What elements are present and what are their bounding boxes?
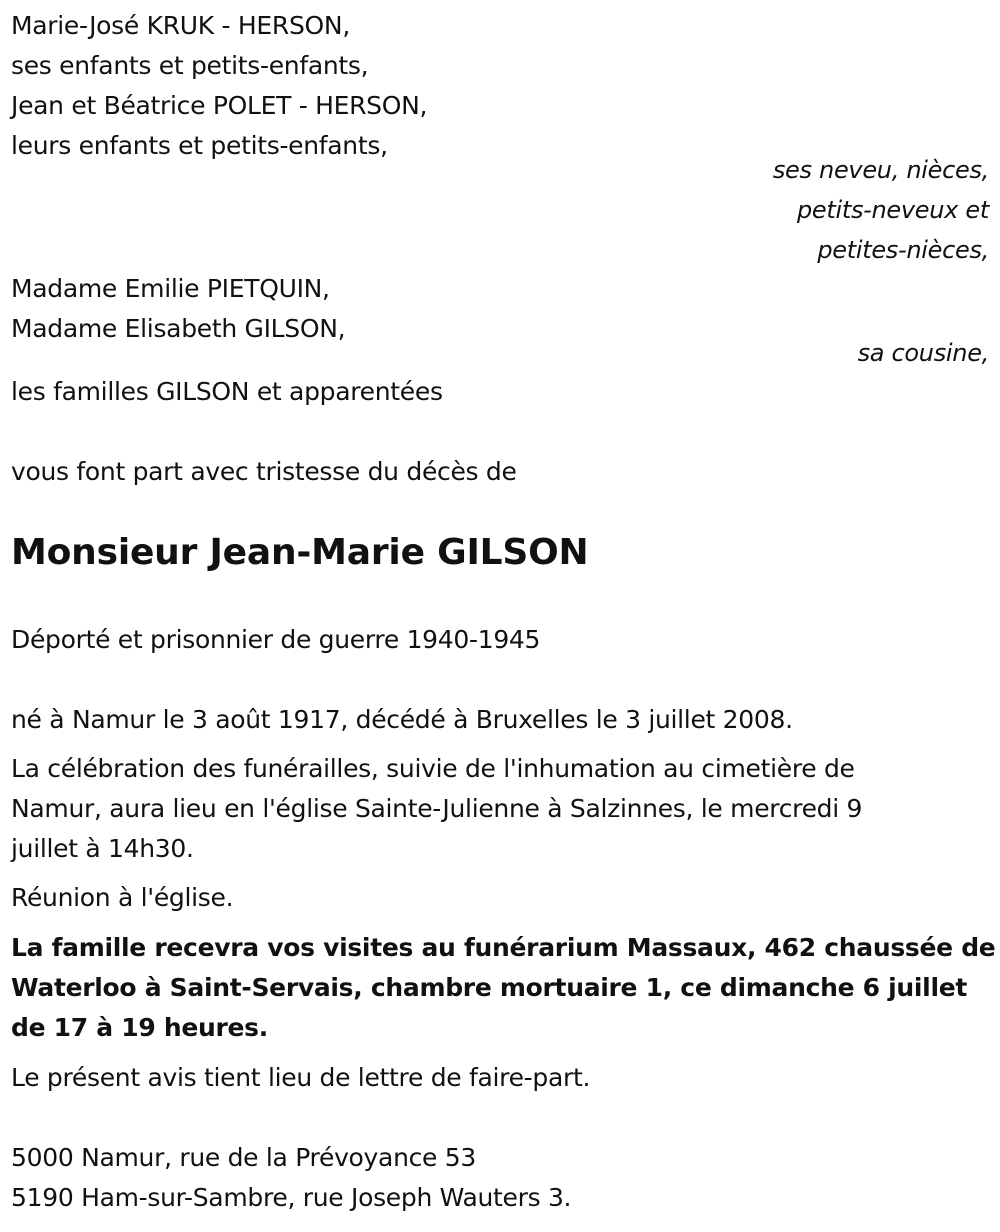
- announcement-intro: vous font part avec tristesse du décès de: [11, 457, 517, 486]
- sender-line-4: leurs enfants et petits-enfants,: [11, 131, 388, 160]
- ceremony-line-3: juillet à 14h30.: [11, 834, 194, 863]
- relation-nephews-line-2: petits-neveux et: [796, 196, 989, 224]
- sender-line-5: Madame Emilie PIETQUIN,: [11, 274, 330, 303]
- address-line-1: 5000 Namur, rue de la Prévoyance 53: [11, 1143, 477, 1172]
- birth-death-line: né à Namur le 3 août 1917, décédé à Bruxelles le 3 juillet 2008.: [11, 705, 793, 734]
- sender-line-6: Madame Elisabeth GILSON,: [11, 314, 346, 343]
- relation-cousin: sa cousine,: [857, 339, 989, 367]
- sender-line-2: ses enfants et petits-enfants,: [11, 51, 369, 80]
- notice-line: Le présent avis tient lieu de lettre de faire-part.: [11, 1063, 591, 1092]
- visits-line-2: Waterloo à Saint-Servais, chambre mortuaire 1, ce dimanche 6 juillet: [11, 973, 968, 1002]
- deceased-name: Monsieur Jean-Marie GILSON: [11, 532, 589, 573]
- visits-line-3: de 17 à 19 heures.: [11, 1013, 268, 1042]
- relation-nephews-line-3: petites-nièces,: [817, 236, 989, 264]
- deceased-title: Déporté et prisonnier de guerre 1940-1945: [11, 625, 541, 654]
- sender-line-7: les familles GILSON et apparentées: [11, 377, 443, 406]
- ceremony-line-1: La célébration des funérailles, suivie de l'inhumation au cimetière de: [11, 754, 855, 783]
- sender-line-3: Jean et Béatrice POLET - HERSON,: [11, 91, 428, 120]
- relation-nephews-line-1: ses neveu, nièces,: [772, 156, 989, 184]
- sender-line-1: Marie-José KRUK - HERSON,: [11, 11, 350, 40]
- ceremony-line-2: Namur, aura lieu en l'église Sainte-Julienne à Salzinnes, le mercredi 9: [11, 794, 863, 823]
- address-line-2: 5190 Ham-sur-Sambre, rue Joseph Wauters 3.: [11, 1183, 572, 1212]
- meeting-line: Réunion à l'église.: [11, 883, 234, 912]
- visits-line-1: La famille recevra vos visites au funérarium Massaux, 462 chaussée de: [11, 933, 996, 962]
